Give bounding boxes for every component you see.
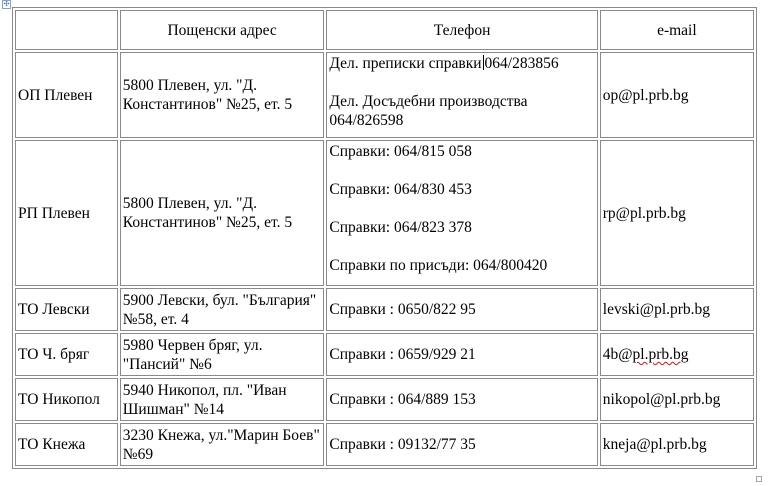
phone-cell[interactable]: Справки : 09132/77 35 <box>326 423 597 466</box>
table-resize-handle-icon[interactable] <box>756 476 762 482</box>
phone-cell[interactable]: Справки : 0650/822 95 <box>326 288 597 331</box>
table-row <box>15 52 754 138</box>
address-cell[interactable]: 5940 Никопол, пл. "Иван Шишман" №14 <box>120 378 325 421</box>
email-cell[interactable]: kneja@pl.prb.bg <box>600 423 754 466</box>
office-name-cell[interactable]: РП Плевен <box>15 140 118 286</box>
header-cell-phone[interactable]: Телефон <box>326 10 597 50</box>
email-cell[interactable]: nikopol@pl.prb.bg <box>600 378 754 421</box>
table-row <box>15 423 754 466</box>
contacts-table <box>12 7 757 469</box>
address-cell[interactable]: 5800 Плевен, ул. "Д. Константинов" №25, ет. 5 <box>120 52 325 138</box>
table-move-handle-icon[interactable]: ✣ <box>3 0 10 8</box>
address-cell[interactable]: 5980 Червен бряг, ул. "Пансий" №6 <box>120 333 325 376</box>
phone-line: Справки: 064/830 453 <box>329 181 472 198</box>
email-cell[interactable]: rp@pl.prb.bg <box>600 140 754 286</box>
email-cell[interactable]: 4b@pl.prb.bg <box>600 333 754 376</box>
address-cell[interactable]: 3230 Кнежа, ул."Марин Боев" №69 <box>120 423 325 466</box>
phone-cell[interactable] <box>326 52 597 138</box>
phone-cell[interactable]: Справки : 0659/929 21 <box>326 333 597 376</box>
header-cell-email[interactable]: e-mail <box>600 10 754 50</box>
table-row <box>15 333 754 376</box>
table-row <box>15 378 754 421</box>
office-name-cell[interactable]: ТО Левски <box>15 288 118 331</box>
office-name-cell[interactable]: ТО Никопол <box>15 378 118 421</box>
phone-cell[interactable] <box>326 140 597 286</box>
phone-line: Дел. преписки справки 064/283856 <box>329 55 559 72</box>
office-name-cell[interactable]: ОП Плевен <box>15 52 118 138</box>
office-name-cell[interactable]: ТО Кнежа <box>15 423 118 466</box>
text-cursor <box>483 55 484 70</box>
phone-line: Дел. Досъдебни производства 064/826598 <box>329 93 528 129</box>
table-row <box>15 288 754 331</box>
header-cell-address[interactable]: Пощенски адрес <box>120 10 325 50</box>
email-cell[interactable]: levski@pl.prb.bg <box>600 288 754 331</box>
email-cell[interactable]: op@pl.prb.bg <box>600 52 754 138</box>
address-cell[interactable]: 5900 Левски, бул. "България" №58, ет. 4 <box>120 288 325 331</box>
phone-cell[interactable]: Справки : 064/889 153 <box>326 378 597 421</box>
phone-line: Справки: 064/815 058 <box>329 143 472 160</box>
header-cell-empty[interactable] <box>15 10 118 50</box>
spellcheck-underlined-text: pl.prb.bg <box>632 346 689 363</box>
address-cell[interactable]: 5800 Плевен, ул. "Д. Константинов" №25, ет. 5 <box>120 140 325 286</box>
phone-line: Справки: 064/823 378 <box>329 219 472 236</box>
header-row <box>15 10 754 50</box>
office-name-cell[interactable]: ТО Ч. бряг <box>15 333 118 376</box>
table-row <box>15 140 754 286</box>
phone-line: Справки по присъди: 064/800420 <box>329 257 548 274</box>
